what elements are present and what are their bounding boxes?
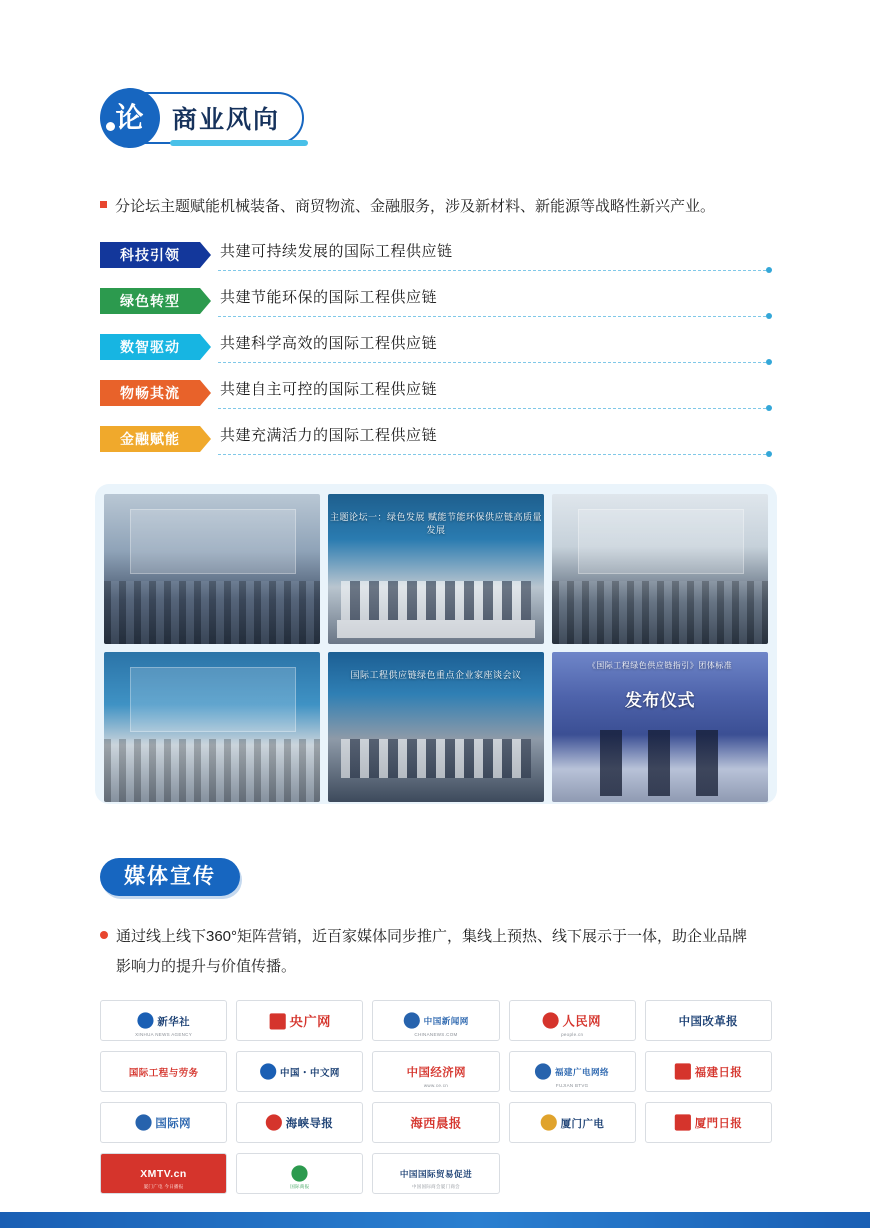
forum-badge-text: 商业风向 [172, 106, 281, 134]
forum-row [100, 284, 772, 330]
media-logo [236, 1153, 363, 1194]
forum-tag: 金融赋能 [100, 426, 200, 452]
forum-row-text: 共建科学高效的国际工程供应链 [220, 335, 438, 352]
forum-row-text: 共建充满活力的国际工程供应链 [220, 427, 438, 444]
media-logo-label: 人民网 [562, 1014, 602, 1029]
media-logo [509, 1000, 636, 1041]
media-paragraph [100, 922, 772, 982]
forum-section-heading [100, 88, 315, 150]
photo-item [328, 494, 544, 644]
forum-tag: 科技引领 [100, 242, 200, 268]
media-logo-label: 中国・中文网 [279, 1068, 340, 1079]
logo-mark-icon [269, 1012, 285, 1028]
footer-bar [0, 1212, 870, 1228]
forum-row [100, 238, 772, 284]
media-logo [372, 1051, 499, 1092]
photo-audience-shape [104, 581, 320, 644]
photo-audience-shape [104, 739, 320, 802]
logo-mark-icon [260, 1063, 276, 1079]
media-logo-sub: 国际商报 [290, 1184, 310, 1189]
logo-mark-icon [543, 1012, 559, 1028]
media-logo [100, 1102, 227, 1143]
media-badge: 媒体宣传 [100, 858, 240, 896]
media-logo-sub: www.ce.cn [423, 1083, 449, 1088]
photo-audience-shape [552, 581, 768, 644]
media-logo [645, 1051, 772, 1092]
photo-group-shape [341, 739, 531, 778]
photo-screen-shape [130, 667, 296, 732]
bullet-round-icon [100, 931, 108, 939]
media-logo [236, 1000, 363, 1041]
logo-mark-icon [675, 1063, 691, 1079]
photo-panelists-shape [341, 581, 531, 620]
forum-intro [100, 193, 770, 221]
media-logo-sub: 厦门广电 今日播报 [143, 1184, 184, 1189]
media-logo-label: 新华社 [157, 1015, 190, 1028]
media-logo [100, 1000, 227, 1041]
media-logo-label: 中国改革报 [678, 1014, 739, 1028]
media-logo-label: 海峡导报 [286, 1116, 334, 1130]
media-logo-label: 中国国际贸易促进 [399, 1169, 473, 1179]
media-paragraph-line2: 影响力的提升与价值传播。 [116, 958, 297, 975]
forum-row [100, 330, 772, 376]
photo-item [552, 494, 768, 644]
media-logo [645, 1000, 772, 1041]
media-logo-label: 央广网 [289, 1012, 331, 1029]
media-logo-label: 厦门广电 [560, 1117, 605, 1130]
forum-badge-dot [106, 122, 115, 131]
photo-screen-shape [130, 509, 296, 574]
photo-table-shape [337, 620, 536, 638]
photo-item [104, 652, 320, 802]
media-logo-label: 国际网 [155, 1116, 192, 1130]
forum-row-divider [218, 362, 766, 363]
forum-row [100, 422, 772, 468]
forum-row-divider [218, 454, 766, 455]
media-logo [509, 1102, 636, 1143]
media-logo-sub: FUJIAN BTVG [555, 1083, 589, 1088]
forum-row-end-dot-icon [766, 359, 772, 365]
logo-mark-icon [403, 1012, 419, 1028]
media-logo-label: XMTV.cn [140, 1167, 187, 1180]
media-logo-label: 海西晨报 [410, 1116, 462, 1131]
photo-item [552, 652, 768, 802]
logo-mark-icon [136, 1114, 152, 1130]
forum-badge-underline [170, 140, 308, 146]
forum-badge-circle: 论 [100, 88, 160, 148]
photo-caption-top: 《国际工程绿色供应链指引》团体标准 [587, 661, 733, 670]
forum-row-divider [218, 408, 766, 409]
forum-row-end-dot-icon [766, 313, 772, 319]
media-logo [100, 1153, 227, 1194]
media-paragraph-line1: 通过线上线下360°矩阵营销，近百家媒体同步推广，集线上预热、线下展示于一体，助企业品牌 [116, 928, 748, 945]
media-logo-sub: 中国国际商会厦门商会 [411, 1184, 460, 1189]
forum-row-text: 共建自主可控的国际工程供应链 [220, 381, 438, 398]
forum-row [100, 376, 772, 422]
forum-row-divider [218, 316, 766, 317]
forum-tag: 绿色转型 [100, 288, 200, 314]
media-logo-label: 福建广电网络 [555, 1067, 610, 1077]
logo-mark-icon [535, 1063, 551, 1079]
forum-row-text: 共建节能环保的国际工程供应链 [220, 289, 438, 306]
media-logo-label: 厦門日报 [694, 1116, 743, 1130]
media-logo-sub: people.cn [561, 1032, 584, 1037]
forum-row-end-dot-icon [766, 451, 772, 457]
forum-row-text: 共建可持续发展的国际工程供应链 [220, 243, 453, 260]
photo-trio-shape [600, 730, 721, 796]
photo-item [104, 494, 320, 644]
photo-grid [104, 494, 768, 802]
photo-caption: 主题论坛一：绿色发展 赋能节能环保供应链高质量发展 [329, 512, 542, 535]
logo-mark-icon [137, 1012, 153, 1028]
logo-globe-icon [292, 1165, 308, 1181]
media-logo [645, 1102, 772, 1143]
forum-list [100, 238, 772, 468]
bullet-square-icon [100, 201, 107, 208]
forum-row-end-dot-icon [766, 405, 772, 411]
media-logo-label: 中国新闻网 [423, 1016, 469, 1026]
media-logo-label: 国际工程与劳务 [128, 1068, 199, 1079]
media-logo-grid [100, 1000, 772, 1194]
forum-intro-text: 分论坛主题赋能机械装备、商贸物流、金融服务，涉及新材料、新能源等战略性新兴产业。 [115, 198, 716, 215]
forum-badge [100, 88, 315, 150]
media-logo-sub: CHINANEWS.COM [414, 1032, 458, 1037]
media-logo [509, 1051, 636, 1092]
photo-item [328, 652, 544, 802]
photo-caption: 发布仪式 [625, 691, 695, 710]
photo-screen-shape [578, 509, 744, 574]
forum-row-end-dot-icon [766, 267, 772, 273]
media-logo [372, 1102, 499, 1143]
logo-mark-icon [540, 1114, 556, 1130]
forum-tag: 数智驱动 [100, 334, 200, 360]
forum-tag: 物畅其流 [100, 380, 200, 406]
forum-row-divider [218, 270, 766, 271]
media-logo [236, 1051, 363, 1092]
media-logo [100, 1051, 227, 1092]
media-logo-label: 福建日报 [694, 1065, 743, 1079]
logo-mark-icon [675, 1114, 691, 1130]
media-logo-sub: XINHUA NEWS AGENCY [135, 1032, 193, 1037]
logo-mark-icon [266, 1114, 282, 1130]
media-logo-label: 中国经济网 [406, 1065, 466, 1079]
photo-caption: 国际工程供应链绿色重点企业家座谈会议 [350, 670, 522, 680]
media-logo [372, 1000, 499, 1041]
media-logo [372, 1153, 499, 1194]
media-logo [236, 1102, 363, 1143]
